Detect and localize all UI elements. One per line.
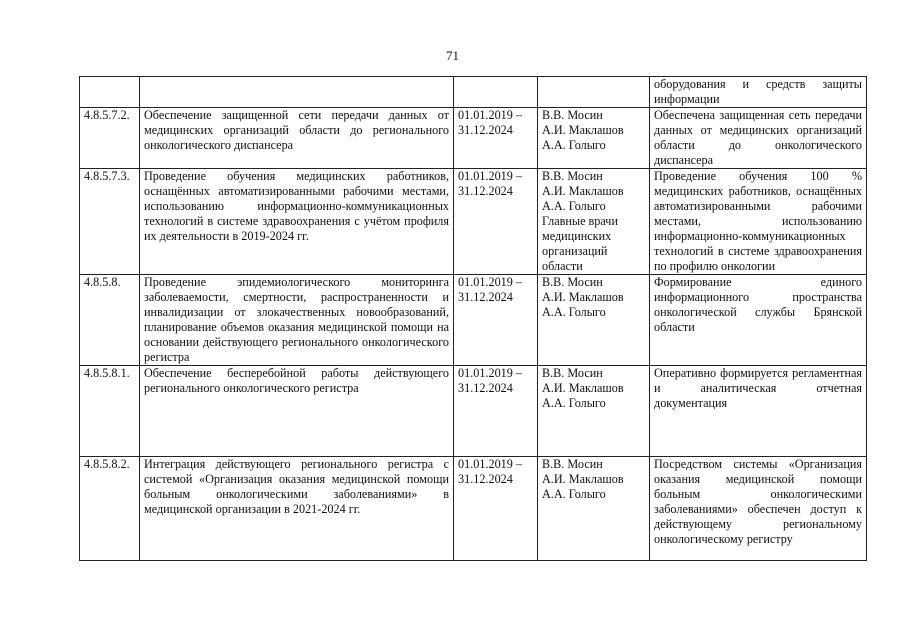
period-end: 31.12.2024 [458, 290, 513, 304]
period-start: 01.01.2019 – [458, 457, 522, 471]
table-row [80, 457, 867, 561]
responsible-person: А.И. Маклашов [542, 381, 624, 395]
period-start: 01.01.2019 – [458, 169, 522, 183]
activity-description-cell: Проведение обучения медицинских работников, оснащённых автоматизированными рабочими местами, использованию информационно-коммуникационных технологий в системе здравоохранения с учётом профиля их деятельности в 2019-2024 гг. [140, 169, 454, 275]
item-number-cell [80, 77, 140, 108]
period-cell [454, 108, 538, 169]
page-number: 71 [446, 48, 459, 63]
responsible-cell [538, 169, 650, 275]
responsible-person: А.А. Голыго [542, 138, 606, 152]
responsible-person: А.И. Маклашов [542, 123, 624, 137]
item-number-cell: 4.8.5.8. [80, 275, 140, 366]
period-start: 01.01.2019 – [458, 108, 522, 122]
item-number-cell: 4.8.5.8.1. [80, 366, 140, 457]
expected-result-cell: Проведение обучения 100 % медицинских работников, оснащённых автоматизированными рабочими местами, использованию информационно-коммуникационных технологий в системе здравоохранения по профилю онкологии [650, 169, 867, 275]
item-number-cell: 4.8.5.8.2. [80, 457, 140, 561]
responsible-person: В.В. Мосин [542, 275, 603, 289]
period-start: 01.01.2019 – [458, 275, 522, 289]
responsible-person: А.А. Голыго [542, 199, 606, 213]
table-row [80, 108, 867, 169]
expected-result-cell: оборудования и средств защиты информации [650, 77, 867, 108]
activity-description-cell [140, 77, 454, 108]
expected-result-cell: Посредством системы «Организация оказания медицинской помощи больным онкологическими заболеваниями» обеспечен доступ к действующему региональному онкологическому регистру [650, 457, 867, 561]
activity-description-cell: Обеспечение бесперебойной работы действующего регионального онкологического регистра [140, 366, 454, 457]
table-row [80, 77, 867, 108]
responsible-person: В.В. Мосин [542, 108, 603, 122]
expected-result-cell: Формирование единого информационного пространства онкологической службы Брянской области [650, 275, 867, 366]
period-cell [454, 169, 538, 275]
responsible-cell [538, 108, 650, 169]
period-cell [454, 77, 538, 108]
period-cell [454, 275, 538, 366]
table-row [80, 169, 867, 275]
activity-description-cell: Обеспечение защищенной сети передачи данных от медицинских организаций области до регионального онкологического диспансера [140, 108, 454, 169]
responsible-person: В.В. Мосин [542, 366, 603, 380]
table-row [80, 366, 867, 457]
period-end: 31.12.2024 [458, 123, 513, 137]
expected-result-cell: Оперативно формируется регламентная и аналитическая отчетная документация [650, 366, 867, 457]
responsible-cell [538, 366, 650, 457]
responsible-person: А.И. Маклашов [542, 472, 624, 486]
responsible-person: А.И. Маклашов [542, 290, 624, 304]
responsible-person: В.В. Мосин [542, 169, 603, 183]
table-row [80, 275, 867, 366]
responsible-person: А.А. Голыго [542, 305, 606, 319]
period-cell [454, 366, 538, 457]
responsible-person: А.А. Голыго [542, 487, 606, 501]
period-end: 31.12.2024 [458, 184, 513, 198]
responsible-person: А.И. Маклашов [542, 184, 624, 198]
responsible-cell [538, 457, 650, 561]
item-number-cell: 4.8.5.7.2. [80, 108, 140, 169]
responsible-cell [538, 275, 650, 366]
activity-description-cell: Интеграция действующего регионального регистра с системой «Организация оказания медицинской помощи больным онкологическими заболеваниями» в медицинской организации в 2021-2024 гг. [140, 457, 454, 561]
period-end: 31.12.2024 [458, 381, 513, 395]
activity-plan-table [79, 76, 867, 561]
responsible-cell [538, 77, 650, 108]
expected-result-cell: Обеспечена защищенная сеть передачи данных от медицинских организаций области до онкологического диспансера [650, 108, 867, 169]
period-cell [454, 457, 538, 561]
item-number-cell: 4.8.5.7.3. [80, 169, 140, 275]
responsible-person: Главные врачи медицинских организаций области [542, 214, 618, 273]
period-end: 31.12.2024 [458, 472, 513, 486]
responsible-person: А.А. Голыго [542, 396, 606, 410]
activity-description-cell: Проведение эпидемиологического мониторинга заболеваемости, смертности, распространенности и инвалидизации от злокачественных новообразований, планирование объемов оказания медицинской помощи на основании действующего регионального онкологического регистра [140, 275, 454, 366]
responsible-person: В.В. Мосин [542, 457, 603, 471]
period-start: 01.01.2019 – [458, 366, 522, 380]
